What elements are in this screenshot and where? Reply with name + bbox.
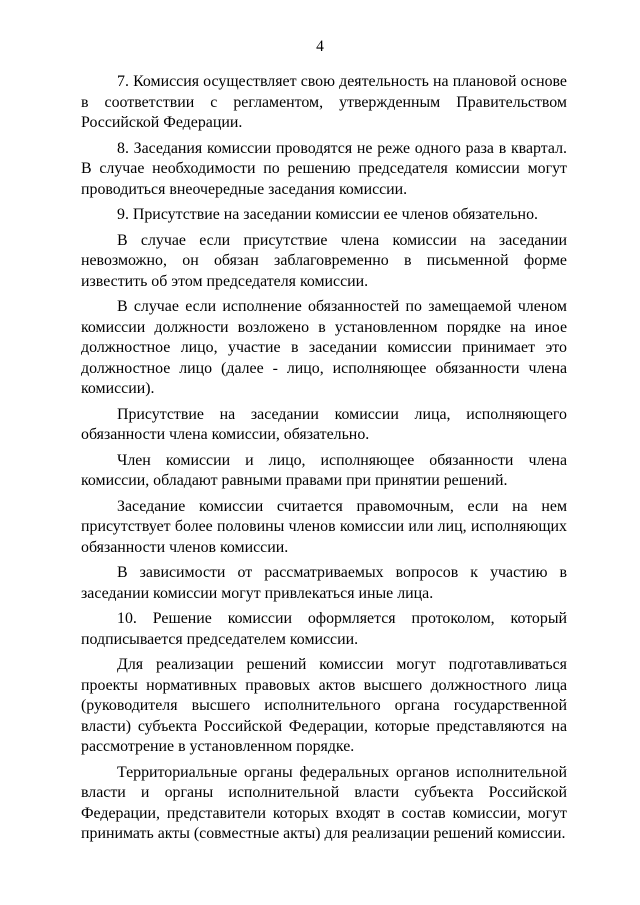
page-number: 4 (316, 38, 324, 55)
paragraph-acting-presence: Присутствие на заседании комиссии лица, исполняющего обязанности члена комиссии, обязательно. (81, 405, 567, 443)
paragraph-draft-acts: Для реализации решений комиссии могут подготавливаться проекты нормативных правовых актов высшего должностного лица (руководителя высшего исполнительного органа государственной власти) субъекта Российской Федерации, которые представляются на рассмотрение в установленном порядке. (81, 656, 567, 755)
paragraph-7: 7. Комиссия осуществляет свою деятельность на плановой основе в соответствии с регламентом, утвержденным Правительством Российской Федерации. (81, 73, 567, 131)
paragraph-territorial-bodies: Территориальные органы федеральных органов исполнительной власти и органы исполнительной власти субъекта Российской Федерации, представители которых входят в состав комиссии, могут принимать акты (совместные акты) для реализации решений комиссии. (81, 763, 567, 842)
paragraph-quorum: Заседание комиссии считается правомочным, если на нем присутствует более половины членов комиссии или лиц, исполняющих обязанности членов комиссии. (81, 497, 567, 556)
paragraph-10: 10. Решение комиссии оформляется протоколом, который подписывается председателем комиссии. (81, 610, 567, 648)
paragraph-equal-rights: Член комиссии и лицо, исполняющее обязанности члена комиссии, обладают равными правами при принятии решений. (81, 451, 567, 489)
paragraph-8: 8. Заседания комиссии проводятся не реже одного раза в квартал. В случае необходимости по решению председателя комиссии могут проводиться внеочередные заседания комиссии. (81, 139, 567, 198)
document-body (81, 72, 567, 850)
paragraph-other-persons: В зависимости от рассматриваемых вопросов к участию в заседании комиссии могут привлекаться иные лица. (81, 564, 567, 602)
paragraph-absence-notice: В случае если присутствие члена комиссии на заседании невозможно, он обязан заблаговременно в письменной форме известить об этом председателя комиссии. (81, 231, 567, 290)
paragraph-9: 9. Присутствие на заседании комиссии ее членов обязательно. (117, 206, 538, 223)
paragraph-acting-member: В случае если исполнение обязанностей по замещаемой членом комиссии должности возложено в установленном порядке на иное должностное лицо, участие в заседании комиссии принимает это должностное лицо (далее - лицо, исполняющее обязанности члена комиссии). (81, 298, 567, 397)
